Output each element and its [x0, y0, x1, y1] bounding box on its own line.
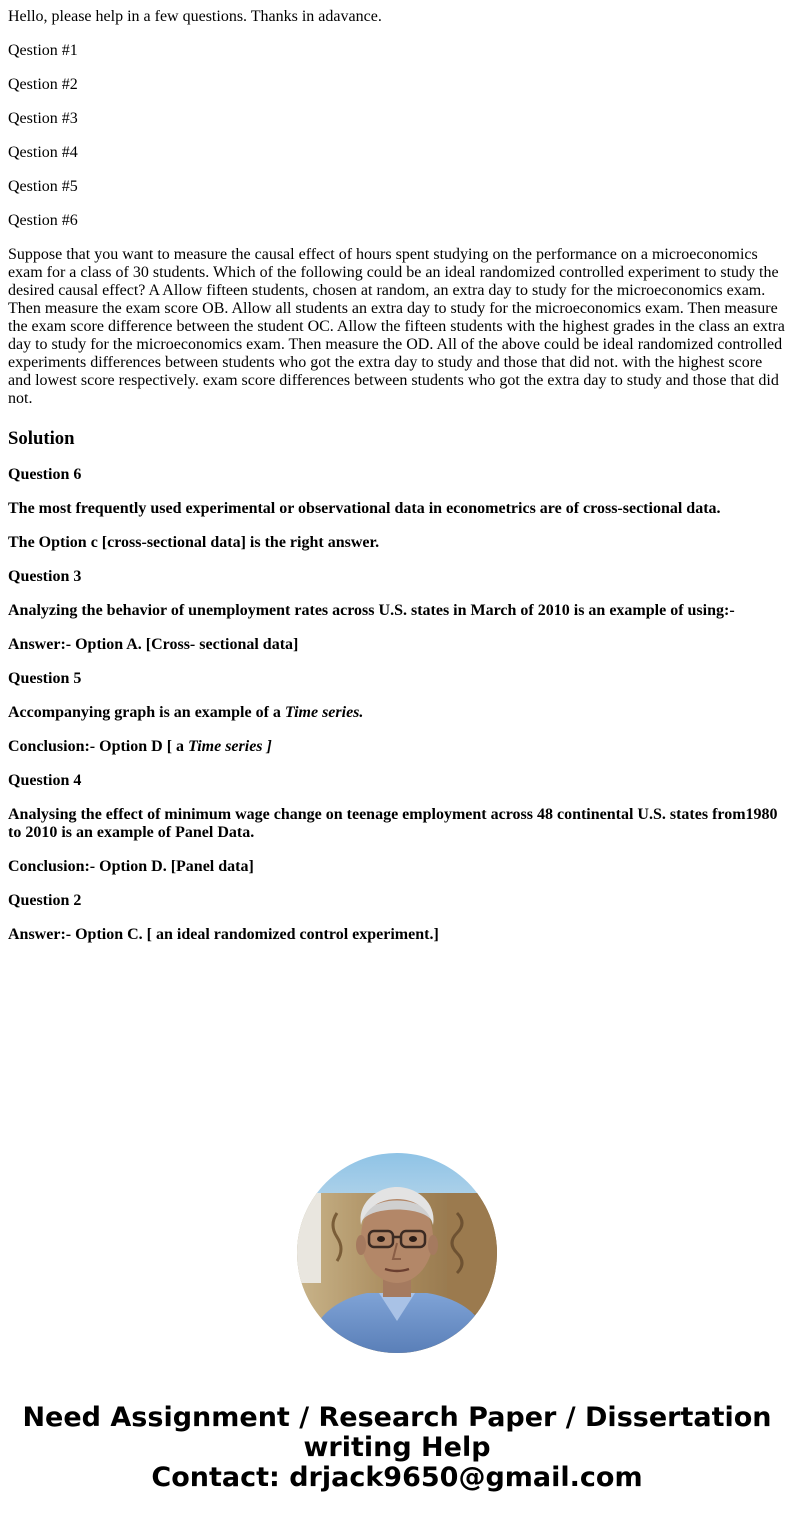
avatar [297, 1153, 497, 1353]
intro-text: Hello, please help in a few questions. Thanks in adavance. [8, 8, 382, 25]
q5-text [8, 704, 786, 722]
q6-text: The most frequently used experimental or observational data in econometrics are of cross-sectional data. [8, 500, 721, 517]
q2-title: Question 2 [8, 892, 82, 909]
question-item-4: Qestion #4 [8, 144, 78, 161]
q3-text: Analyzing the behavior of unemployment rates across U.S. states in March of 2010 is an example of using:- [8, 602, 735, 619]
q5-text-prefix: Accompanying graph is an example of a [8, 704, 285, 721]
question-item-1: Qestion #1 [8, 42, 78, 59]
q5-answer-prefix: Conclusion:- Option D [ a [8, 738, 189, 755]
q5-title: Question 5 [8, 670, 82, 687]
question-item-5: Qestion #5 [8, 178, 78, 195]
q5-answer-emphasis: Time series ] [188, 738, 272, 755]
question-section [8, 8, 786, 408]
q6-title: Question 6 [8, 466, 82, 483]
footer-line-2: writing Help [303, 1432, 491, 1463]
q5-answer [8, 738, 786, 756]
q4-answer: Conclusion:- Option D. [Panel data] [8, 858, 254, 875]
question-item-3: Qestion #3 [8, 110, 78, 127]
q2-answer: Answer:- Option C. [ an ideal randomized control experiment.] [8, 926, 439, 943]
q4-text: Analysing the effect of minimum wage change on teenage employment across 48 continental U.S. states from1980 to 2010 is an example of Panel Data. [8, 806, 778, 841]
solution-section [8, 466, 786, 944]
q3-answer: Answer:- Option A. [Cross- sectional data] [8, 636, 299, 653]
avatar-portrait [297, 1153, 497, 1353]
q3-title: Question 3 [8, 568, 82, 585]
footer-banner [0, 1403, 794, 1493]
q5-text-emphasis: Time series. [284, 704, 364, 721]
footer-contact: Contact: drjack9650@gmail.com [151, 1462, 643, 1493]
q6-answer: The Option c [cross-sectional data] is the right answer. [8, 534, 380, 551]
solution-heading: Solution [8, 428, 75, 449]
question-item-2: Qestion #2 [8, 76, 78, 93]
question-item-6: Qestion #6 [8, 212, 78, 229]
question-body: Suppose that you want to measure the causal effect of hours spent studying on the performance on a microeconomics exam for a class of 30 students. Which of the following could be an ideal randomized controlled experiment to study the desired causal effect? A Allow fifteen students, chosen at random, an extra day to study for the microeconomics exam. Then measure the exam score OB. Allow all students an extra day to study for the microeconomics exam. Then measure the exam score difference between the student OC. Allow the fifteen students with the highest grades in the class an extra day to study for the microeconomics exam. Then measure the OD. All of the above could be ideal randomized controlled experiments differences between students who got the extra day to study and those that did not. with the highest score and lowest score respectively. exam score differences between students who got the extra day to study and those that did not. [8, 246, 785, 407]
footer-line-1: Need Assignment / Research Paper / Dissertation [22, 1402, 772, 1433]
q4-title: Question 4 [8, 772, 82, 789]
